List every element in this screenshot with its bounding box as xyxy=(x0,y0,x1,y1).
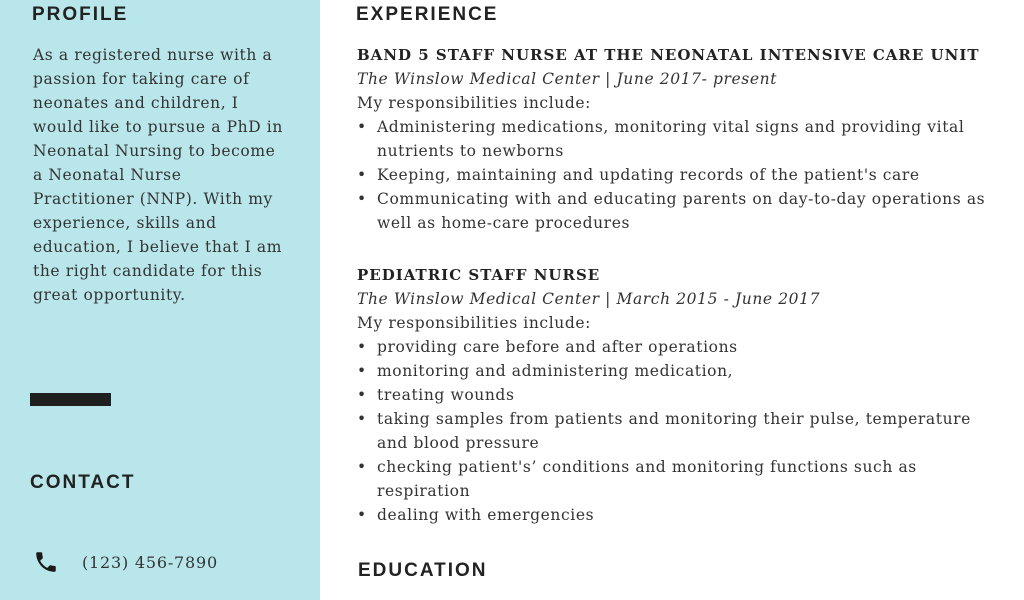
list-item: • monitoring and administering medication, xyxy=(357,359,997,383)
list-item: • treating wounds xyxy=(357,383,997,407)
job-intro: My responsibilities include: xyxy=(357,94,591,112)
list-item: • checking patient's’ conditions and monitoring functions such as respiration xyxy=(357,455,997,503)
divider-bar xyxy=(30,393,111,406)
job-meta: The Winslow Medical Center | March 2015 - June 2017 xyxy=(357,290,821,308)
job-title: BAND 5 STAFF NURSE AT THE NEONATAL INTENSIVE CARE UNIT xyxy=(357,46,980,64)
job-title: PEDIATRIC STAFF NURSE xyxy=(357,266,601,284)
list-item: • Communicating with and educating parents on day-to-day operations as well as home-care procedures xyxy=(357,187,997,235)
responsibility-list xyxy=(357,115,997,235)
experience-heading: EXPERIENCE xyxy=(356,4,499,25)
job-entry xyxy=(357,43,997,235)
list-item: • Keeping, maintaining and updating records of the patient's care xyxy=(357,163,997,187)
education-heading: EDUCATION xyxy=(358,560,488,581)
list-item: • dealing with emergencies xyxy=(357,503,997,527)
list-item: • taking samples from patients and monitoring their pulse, temperature and blood pressure xyxy=(357,407,997,455)
profile-heading: PROFILE xyxy=(32,4,129,25)
responsibility-list xyxy=(357,335,997,527)
list-item: • providing care before and after operations xyxy=(357,335,997,359)
phone-number[interactable]: (123) 456-7890 xyxy=(82,552,218,572)
contact-heading: CONTACT xyxy=(30,472,136,493)
list-item: • Administering medications, monitoring vital signs and providing vital nutrients to newborns xyxy=(357,115,997,163)
job-meta: The Winslow Medical Center | June 2017- present xyxy=(357,70,778,88)
contact-phone-row xyxy=(33,548,218,576)
job-entry xyxy=(357,263,997,527)
main-content xyxy=(320,0,1024,600)
profile-text: As a registered nurse with a passion for taking care of neonates and children, I would like to pursue a PhD in Neonatal Nursing to become a Neonatal Nurse Practitioner (NNP). With my experience, skills and education, I believe that I am the right candidate for this great opportunity. xyxy=(33,46,283,304)
sidebar xyxy=(0,0,320,600)
phone-icon xyxy=(33,549,59,575)
job-intro: My responsibilities include: xyxy=(357,314,591,332)
